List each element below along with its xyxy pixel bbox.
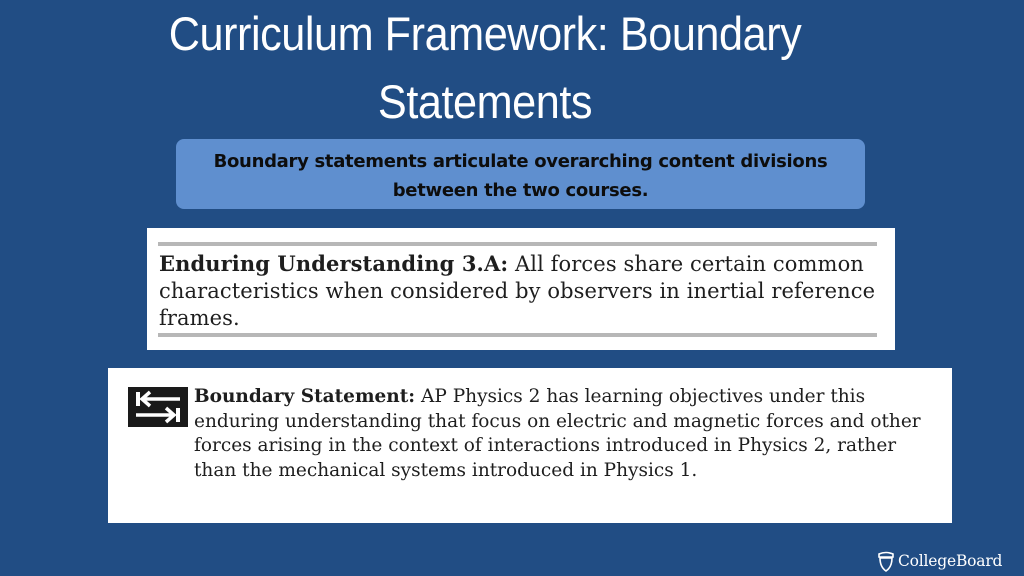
boundary-statement-label: Boundary Statement:	[194, 386, 416, 407]
bottom-rule	[158, 333, 877, 337]
collegeboard-logo	[876, 548, 1002, 574]
acorn-icon	[876, 550, 896, 572]
enduring-understanding-body: All forces share certain common characteristics when considered by observers in inertial reference frames.	[159, 252, 876, 330]
boundary-statement-body: AP Physics 2 has learning objectives under this enduring understanding that focus on electric and magnetic forces and other forces arising in the context of interactions introduced in Physics 2, rather than the mechanical systems introduced in Physics 1.	[194, 386, 921, 481]
enduring-understanding-text	[159, 250, 879, 332]
boundary-arrows-icon	[128, 387, 188, 427]
slide-title-line-1: Curriculum Framework: Boundary	[168, 7, 802, 60]
callout-text: Boundary statements articulate overarching content divisions between the two courses.	[213, 151, 828, 201]
boundary-statement-box	[108, 368, 952, 523]
boundary-statement-text	[194, 385, 944, 483]
enduring-understanding-box	[147, 228, 895, 350]
enduring-understanding-label: Enduring Understanding 3.A:	[159, 251, 509, 276]
slide-title-line-2: Statements	[377, 75, 593, 128]
callout-box	[176, 139, 865, 209]
top-rule	[158, 242, 877, 246]
slide-title	[131, 0, 839, 136]
collegeboard-logo-text: CollegeBoard	[898, 552, 1003, 570]
